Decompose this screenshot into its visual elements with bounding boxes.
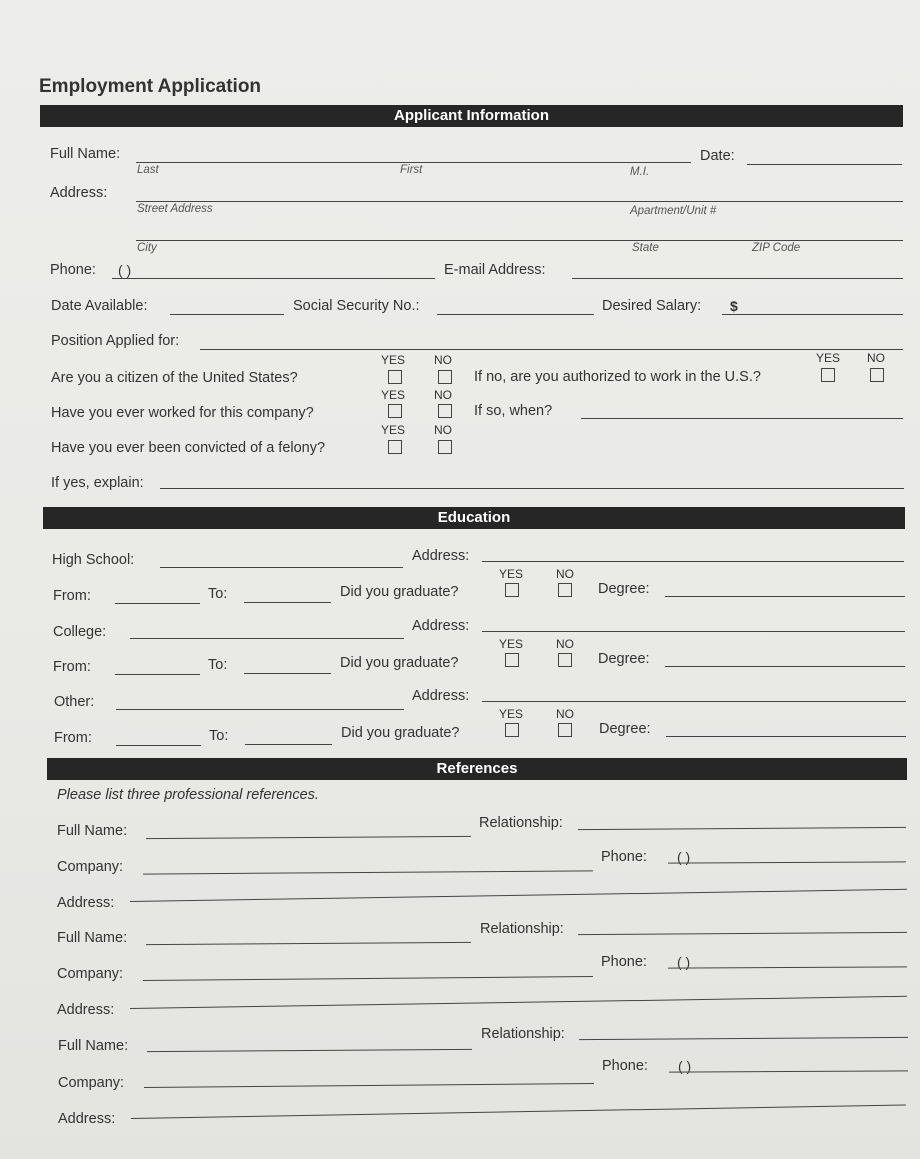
other-school-label: Other:: [54, 694, 95, 710]
other-to-line[interactable]: [245, 744, 332, 745]
high-school-yes-caption: YES: [499, 567, 524, 581]
authorized-question: If no, are you authorized to work in the U.S.?: [474, 369, 761, 385]
zip-sublabel: ZIP Code: [752, 242, 801, 254]
ref2-full-name-label: Full Name:: [57, 930, 128, 946]
worked-yes-checkbox[interactable]: [388, 404, 402, 418]
high-school-address-line[interactable]: [482, 561, 904, 562]
felony-yes-checkbox[interactable]: [388, 440, 402, 454]
references-instruction: Please list three professional references.: [57, 787, 319, 803]
ref3-full-name-label: Full Name:: [58, 1038, 129, 1054]
desired-salary-line[interactable]: [722, 314, 903, 315]
college-yes-checkbox[interactable]: [505, 653, 519, 667]
high-school-address-label: Address:: [412, 548, 470, 564]
ref3-phone-line[interactable]: [669, 1070, 908, 1072]
felony-question: Have you ever been convicted of a felony?: [51, 440, 326, 456]
other-from-line[interactable]: [116, 745, 201, 746]
authorized-yes-caption: YES: [816, 351, 841, 365]
other-school-line[interactable]: [116, 709, 404, 710]
high-school-label: High School:: [52, 552, 135, 568]
phone-label: Phone:: [50, 262, 96, 278]
other-no-checkbox[interactable]: [558, 723, 572, 737]
section-header-education: Education: [43, 507, 905, 529]
state-sublabel: State: [632, 242, 659, 254]
ref2-relationship-line[interactable]: [578, 932, 907, 935]
college-degree-label: Degree:: [598, 651, 650, 667]
apt-sublabel: Apartment/Unit #: [630, 205, 717, 217]
phone-parens: ( ): [118, 262, 132, 278]
ref1-phone-line[interactable]: [668, 861, 906, 863]
ref2-company-line[interactable]: [143, 976, 593, 981]
college-to-label: To:: [208, 657, 228, 673]
other-yes-caption: YES: [499, 707, 524, 721]
other-no-caption: NO: [556, 707, 574, 721]
date-line[interactable]: [747, 164, 902, 165]
first-sublabel: First: [400, 164, 423, 176]
college-from-label: From:: [53, 659, 91, 675]
citizen-yes-checkbox[interactable]: [388, 370, 402, 384]
high-school-from-line[interactable]: [115, 603, 200, 604]
ref3-phone-parens: ( ): [678, 1058, 692, 1074]
citizen-no-checkbox[interactable]: [438, 370, 452, 384]
ref2-full-name-line[interactable]: [146, 942, 471, 945]
college-no-caption: NO: [556, 637, 574, 651]
high-school-from-label: From:: [53, 588, 91, 604]
street-address-line[interactable]: [136, 201, 903, 202]
citizen-no-caption: NO: [434, 353, 452, 367]
other-graduate-question: Did you graduate?: [341, 725, 460, 741]
other-degree-label: Degree:: [599, 721, 651, 737]
date-label: Date:: [700, 148, 735, 164]
phone-line[interactable]: [112, 278, 435, 279]
high-school-to-label: To:: [208, 586, 228, 602]
college-address-line[interactable]: [482, 631, 905, 632]
citizen-question: Are you a citizen of the United States?: [51, 370, 298, 386]
section-header-applicant: Applicant Information: [40, 105, 903, 127]
college-line[interactable]: [130, 638, 404, 639]
college-graduate-question: Did you graduate?: [340, 655, 459, 671]
ref1-relationship-line[interactable]: [578, 827, 906, 830]
ref1-phone-label: Phone:: [601, 849, 647, 865]
when-line[interactable]: [581, 418, 903, 419]
page-title: Employment Application: [39, 76, 262, 97]
street-sublabel: Street Address: [137, 203, 213, 215]
full-name-label: Full Name:: [50, 146, 121, 162]
mi-sublabel: M.I.: [630, 166, 650, 178]
ref1-full-name-line[interactable]: [146, 836, 471, 839]
ref1-company-label: Company:: [57, 859, 124, 875]
ref1-full-name-label: Full Name:: [57, 823, 128, 839]
desired-salary-label: Desired Salary:: [602, 298, 702, 314]
ref3-relationship-line[interactable]: [579, 1037, 908, 1040]
ssn-label: Social Security No.:: [293, 298, 420, 314]
ref2-phone-parens: ( ): [677, 954, 691, 970]
high-school-degree-label: Degree:: [598, 581, 650, 597]
ref1-phone-parens: ( ): [677, 849, 691, 865]
other-address-label: Address:: [412, 688, 470, 704]
college-address-label: Address:: [412, 618, 470, 634]
date-available-line[interactable]: [170, 314, 284, 315]
college-label: College:: [53, 624, 107, 640]
college-no-checkbox[interactable]: [558, 653, 572, 667]
other-yes-checkbox[interactable]: [505, 723, 519, 737]
authorized-no-caption: NO: [867, 351, 885, 365]
high-school-yes-checkbox[interactable]: [505, 583, 519, 597]
ref2-address-label: Address:: [57, 1002, 115, 1018]
ref1-relationship-label: Relationship:: [479, 815, 563, 831]
felony-no-checkbox[interactable]: [438, 440, 452, 454]
address-label: Address:: [50, 185, 108, 201]
ref2-phone-line[interactable]: [668, 966, 907, 968]
ref3-company-line[interactable]: [144, 1083, 594, 1088]
college-yes-caption: YES: [499, 637, 524, 651]
email-line[interactable]: [572, 278, 903, 279]
authorized-no-checkbox[interactable]: [870, 368, 884, 382]
email-label: E-mail Address:: [444, 262, 546, 278]
felony-yes-caption: YES: [381, 423, 406, 437]
ssn-line[interactable]: [437, 314, 594, 315]
other-degree-line[interactable]: [666, 736, 906, 737]
ref3-address-line[interactable]: [131, 1104, 906, 1119]
ref3-full-name-line[interactable]: [147, 1049, 472, 1052]
ref1-address-label: Address:: [57, 895, 115, 911]
when-question: If so, when?: [474, 403, 553, 419]
worked-question: Have you ever worked for this company?: [51, 405, 314, 421]
high-school-no-checkbox[interactable]: [558, 583, 572, 597]
ref1-address-line[interactable]: [130, 889, 907, 902]
college-from-line[interactable]: [115, 674, 200, 675]
explain-label: If yes, explain:: [51, 475, 144, 491]
date-available-label: Date Available:: [51, 298, 148, 314]
worked-no-checkbox[interactable]: [438, 404, 452, 418]
worked-yes-caption: YES: [381, 388, 406, 402]
ref2-address-line[interactable]: [130, 996, 907, 1009]
high-school-to-line[interactable]: [244, 602, 331, 603]
other-from-label: From:: [54, 730, 92, 746]
other-address-line[interactable]: [482, 701, 906, 702]
ref1-company-line[interactable]: [143, 870, 593, 874]
high-school-graduate-question: Did you graduate?: [340, 584, 459, 600]
college-degree-line[interactable]: [665, 666, 905, 667]
worked-no-caption: NO: [434, 388, 452, 402]
ref2-phone-label: Phone:: [601, 954, 647, 970]
ref2-company-label: Company:: [57, 966, 124, 982]
city-line[interactable]: [136, 240, 903, 241]
felony-no-caption: NO: [434, 423, 452, 437]
position-label: Position Applied for:: [51, 333, 180, 349]
citizen-yes-caption: YES: [381, 353, 406, 367]
dollar-sign: $: [730, 298, 738, 314]
section-header-references: References: [47, 758, 907, 780]
position-line[interactable]: [200, 349, 903, 350]
ref3-company-label: Company:: [58, 1075, 125, 1091]
ref3-relationship-label: Relationship:: [481, 1026, 565, 1042]
high-school-line[interactable]: [160, 567, 403, 568]
full-name-line[interactable]: [136, 162, 691, 163]
college-to-line[interactable]: [244, 673, 331, 674]
authorized-yes-checkbox[interactable]: [821, 368, 835, 382]
ref2-relationship-label: Relationship:: [480, 921, 564, 937]
high-school-degree-line[interactable]: [665, 596, 905, 597]
ref3-address-label: Address:: [58, 1111, 116, 1127]
explain-line[interactable]: [160, 488, 904, 489]
high-school-no-caption: NO: [556, 567, 574, 581]
other-to-label: To:: [209, 728, 229, 744]
ref3-phone-label: Phone:: [602, 1058, 648, 1074]
city-sublabel: City: [137, 242, 157, 254]
last-sublabel: Last: [137, 164, 159, 176]
